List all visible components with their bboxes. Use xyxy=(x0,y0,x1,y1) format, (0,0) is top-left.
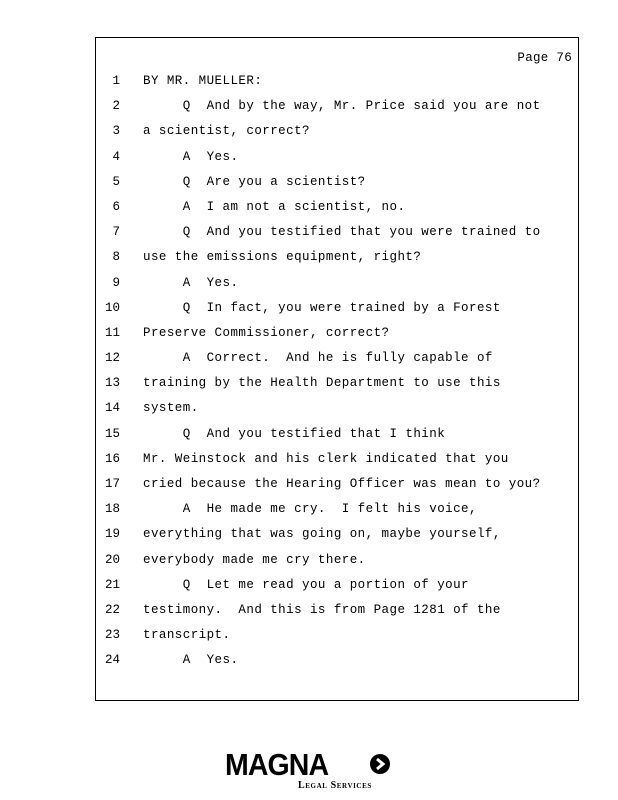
line-number: 9 xyxy=(112,275,120,290)
logo-wordmark: MAGNA xyxy=(225,747,329,782)
transcript-page xyxy=(95,37,579,701)
line-number: 1 xyxy=(112,74,120,88)
line-text: Mr. Weinstock and his clerk indicated that you xyxy=(143,451,509,466)
line-text: A Correct. And he is fully capable of xyxy=(143,351,493,366)
line-text: cried because the Hearing Officer was mean to you? xyxy=(143,477,541,491)
line-text: Q Let me read you a portion of your xyxy=(143,577,469,592)
line-number: 18 xyxy=(104,502,120,517)
line-number: 13 xyxy=(104,376,120,391)
line-number: 15 xyxy=(104,426,120,441)
line-text: BY MR. MUELLER: xyxy=(143,74,263,88)
magna-logo xyxy=(225,748,395,792)
line-text: Q And you testified that you were trained to xyxy=(143,225,541,240)
line-text: Preserve Commissioner, correct? xyxy=(143,325,390,340)
line-number: 4 xyxy=(112,149,120,164)
line-text: testimony. And this is from Page 1281 of the xyxy=(143,602,501,617)
line-text: A Yes. xyxy=(143,149,239,164)
line-number: 20 xyxy=(104,552,120,567)
line-number: 6 xyxy=(112,199,120,214)
line-number: 2 xyxy=(112,99,120,114)
arrow-circle-icon xyxy=(369,753,391,775)
line-text: a scientist, correct? xyxy=(143,124,310,139)
line-number: 14 xyxy=(104,401,120,416)
line-number: 21 xyxy=(104,577,120,592)
line-text: everything that was going on, maybe yourself, xyxy=(143,527,501,542)
line-text: A He made me cry. I felt his voice, xyxy=(143,502,477,517)
line-text: Q And you testified that I think xyxy=(143,426,446,441)
line-text: training by the Health Department to use this xyxy=(143,376,501,391)
line-text: Q And by the way, Mr. Price said you are not xyxy=(143,99,541,114)
line-number: 19 xyxy=(104,527,120,542)
line-number: 11 xyxy=(104,325,120,340)
line-text: Q Are you a scientist? xyxy=(143,174,366,189)
line-number: 24 xyxy=(104,653,120,668)
line-number: 3 xyxy=(112,124,120,139)
line-text: A Yes. xyxy=(143,653,239,668)
line-number: 5 xyxy=(112,174,120,189)
line-text: system. xyxy=(143,401,199,416)
logo-subtitle: Legal Services xyxy=(298,780,372,791)
line-number: 10 xyxy=(104,300,120,315)
page-number: Page 76 xyxy=(517,51,572,65)
line-text: everybody made me cry there. xyxy=(143,552,366,567)
line-text: transcript. xyxy=(143,628,231,643)
line-number: 23 xyxy=(104,628,120,643)
line-number: 12 xyxy=(104,351,120,366)
line-number: 17 xyxy=(104,477,120,491)
line-text: A Yes. xyxy=(143,275,239,290)
line-text: use the emissions equipment, right? xyxy=(143,250,422,265)
line-number: 22 xyxy=(104,602,120,617)
line-number: 16 xyxy=(104,451,120,466)
line-number: 7 xyxy=(112,225,120,240)
line-text: Q In fact, you were trained by a Forest xyxy=(143,300,501,315)
line-text: A I am not a scientist, no. xyxy=(143,199,406,214)
line-number: 8 xyxy=(112,250,120,265)
